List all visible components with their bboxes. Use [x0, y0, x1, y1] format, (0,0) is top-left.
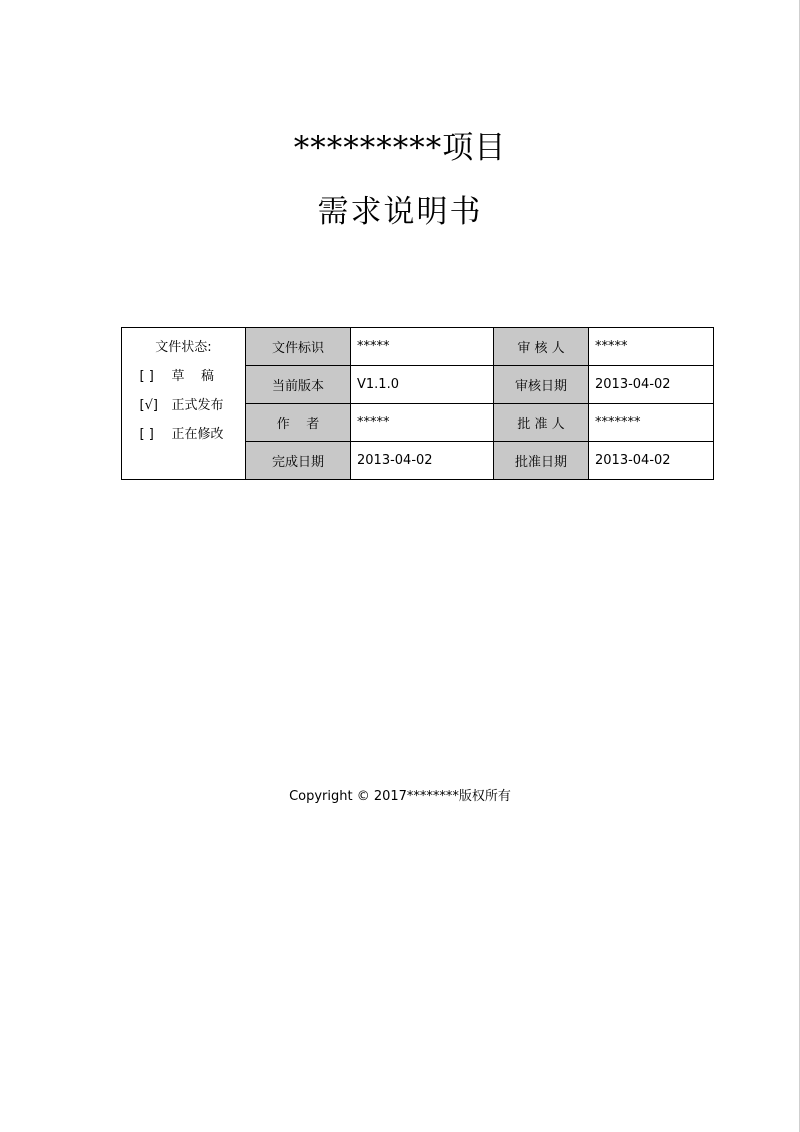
file-status-title: 文件状态:: [155, 340, 212, 355]
value-review-date: 2013-04-02: [589, 366, 714, 404]
status-option-label: 草 稿: [171, 369, 215, 384]
table-row: [122, 328, 714, 366]
status-option-label: 正式发布: [171, 398, 224, 413]
value-author: *****: [351, 404, 494, 442]
label-completion-date: 完成日期: [246, 442, 351, 480]
file-status-panel: [122, 328, 246, 480]
label-reviewer: 审 核 人: [494, 328, 589, 366]
status-option-draft: [122, 368, 245, 386]
label-file-id: 文件标识: [246, 328, 351, 366]
value-completion-date: 2013-04-02: [351, 442, 494, 480]
document-subtitle: 需求说明书: [317, 194, 483, 230]
value-current-version: V1.1.0: [351, 366, 494, 404]
document-info-table: [121, 327, 714, 480]
status-checkbox: [ ]: [139, 369, 154, 384]
document-title: *********项目: [293, 130, 507, 166]
status-checkbox: [ ]: [139, 427, 154, 442]
status-checkbox: [√]: [139, 398, 158, 413]
label-approval-date: 批准日期: [494, 442, 589, 480]
label-current-version: 当前版本: [246, 366, 351, 404]
status-option-published: [122, 397, 245, 415]
value-reviewer: *****: [589, 328, 714, 366]
status-option-label: 正在修改: [171, 427, 224, 442]
label-author: 作 者: [246, 404, 351, 442]
value-file-id: *****: [351, 328, 494, 366]
status-option-editing: [122, 426, 245, 444]
value-approval-date: 2013-04-02: [589, 442, 714, 480]
copyright-notice: Copyright © 2017********版权所有: [289, 789, 511, 804]
label-review-date: 审核日期: [494, 366, 589, 404]
label-approver: 批 准 人: [494, 404, 589, 442]
value-approver: *******: [589, 404, 714, 442]
